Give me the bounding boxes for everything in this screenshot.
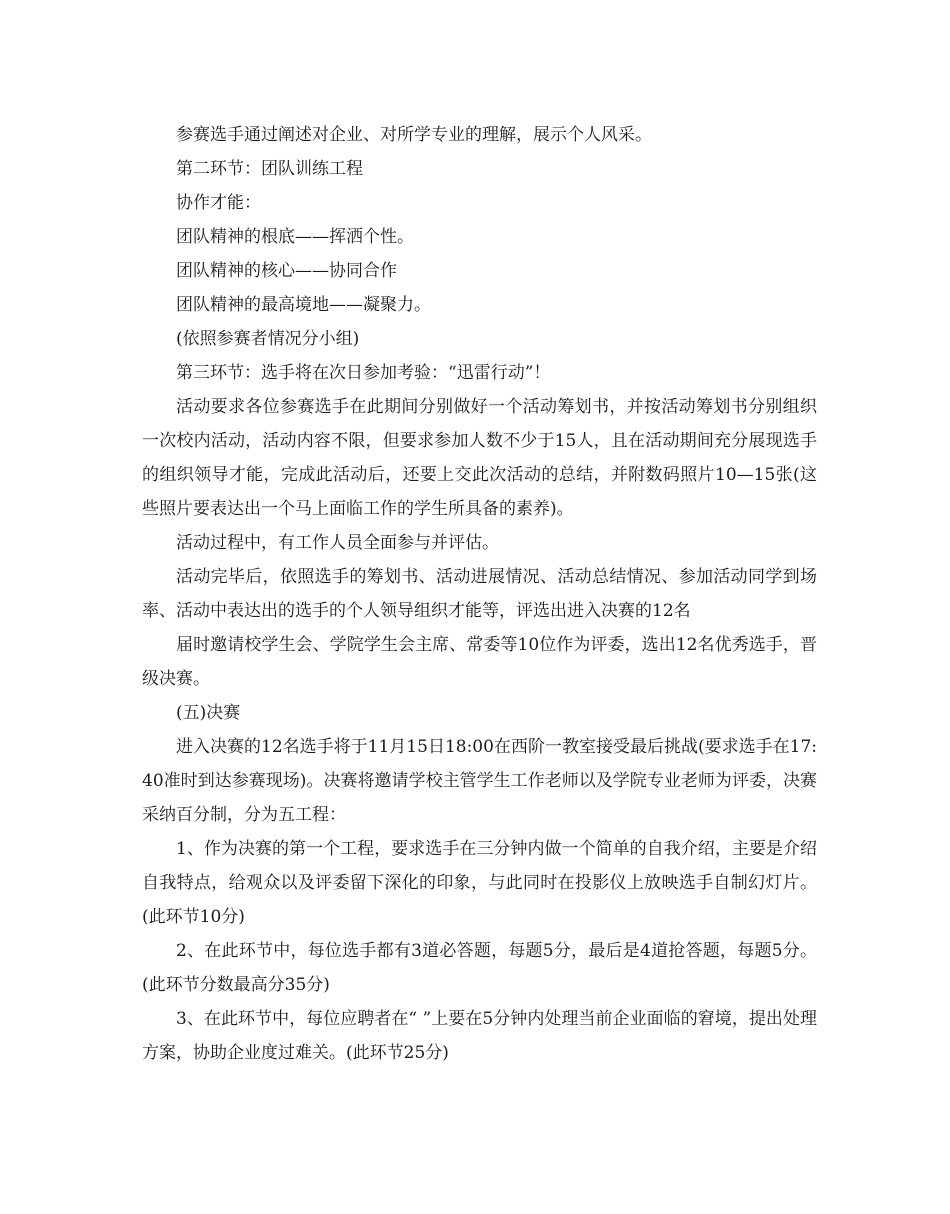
list-item-team-spirit-1: 团队精神的根底——挥洒个性。	[176, 227, 414, 247]
paragraph-finals-intro: 进入决赛的12名选手将于11月15日18:00在西阶一教室接受最后挑战(要求选手在17:40准时到达参赛现场)。决赛将邀请学校主管学生工作老师以及学院专业老师为评委，决赛采纳百分制，分为五工程：	[142, 737, 817, 825]
paragraph-intro: 参赛选手通过阐述对企业、对所学专业的理解，展示个人风采。	[176, 125, 652, 145]
list-item-team-spirit-3: 团队精神的最高境地——凝聚力。	[176, 295, 431, 315]
paragraph-judges-invitation: 届时邀请校学生会、学院学生会主席、常委等10位作为评委，选出12名优秀选手，晋级决赛。	[142, 635, 817, 689]
document-page	[142, 118, 817, 1070]
list-item-finals-1: 1、作为决赛的第一个工程，要求选手在三分钟内做一个简单的自我介绍，主要是介绍自我特点，给观众以及评委留下深化的印象，与此同时在投影仪上放映选手自制幻灯片。(此环节10分)	[142, 839, 817, 927]
section-heading-finals: (五)决赛	[176, 703, 241, 723]
list-item-team-spirit-2: 团队精神的核心——协同合作	[176, 261, 397, 281]
section-heading-round-three: 第三环节：选手将在次日参加考验：“迅雷行动”！	[176, 363, 551, 383]
paragraph-activity-evaluation: 活动完毕后，依照选手的筹划书、活动进展情况、活动总结情况、参加活动同学到场率、活动中表达出的选手的个人领导组织才能等，评选出进入决赛的12名	[142, 567, 817, 621]
paragraph-skill-label: 协作才能：	[176, 193, 261, 213]
paragraph-activity-requirements: 活动要求各位参赛选手在此期间分别做好一个活动筹划书，并按活动筹划书分别组织一次校内活动，活动内容不限，但要求参加人数不少于15人，且在活动期间充分展现选手的组织领导才能，完成此活动后，还要上交此次活动的总结，并附数码照片10—15张(这些照片要表达出一个马上面临工作的学生所具备的素养)。	[142, 397, 817, 519]
paragraph-activity-process: 活动过程中，有工作人员全面参与并评估。	[176, 533, 499, 553]
list-item-finals-2: 2、在此环节中，每位选手都有3道必答题，每题5分，最后是4道抢答题，每题5分。(此环节分数最高分35分)	[142, 941, 817, 995]
section-heading-round-two: 第二环节：团队训练工程	[176, 159, 363, 179]
list-item-finals-3: 3、在此环节中，每位应聘者在“ ”上要在5分钟内处理当前企业面临的窘境，提出处理方案，协助企业度过难关。(此环节25分)	[142, 1009, 817, 1063]
paragraph-grouping-note: (依照参赛者情况分小组)	[176, 329, 360, 349]
